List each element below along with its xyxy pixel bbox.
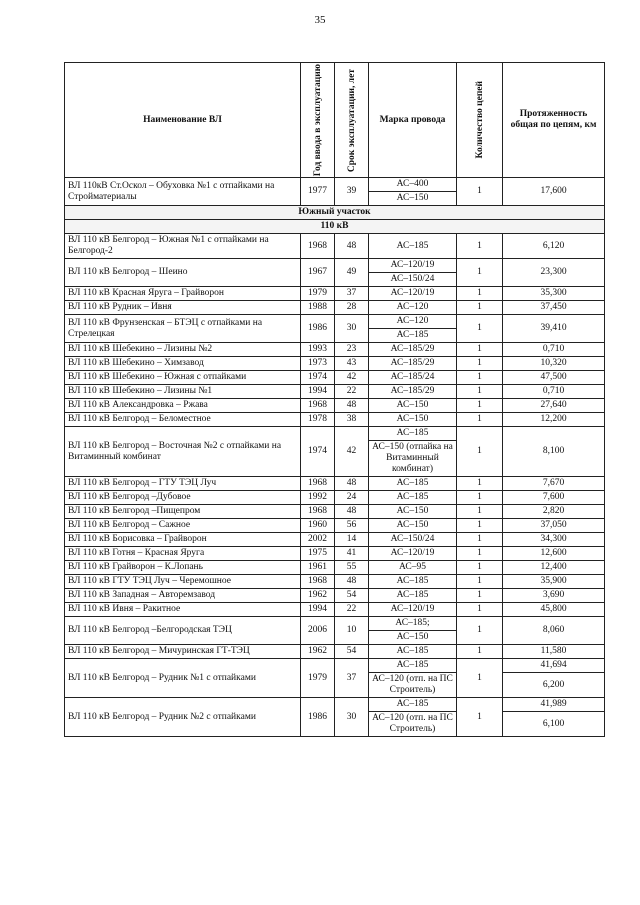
line-chains: 1 bbox=[457, 547, 503, 561]
line-year: 1979 bbox=[301, 287, 335, 301]
line-length: 41,989 bbox=[503, 698, 605, 712]
line-length: 35,900 bbox=[503, 575, 605, 589]
line-name: ВЛ 110 кВ Белгород – Рудник №1 с отпайками bbox=[65, 659, 301, 698]
line-length: 11,580 bbox=[503, 645, 605, 659]
table-body bbox=[65, 178, 605, 737]
line-term: 48 bbox=[335, 477, 369, 491]
line-chains: 1 bbox=[457, 659, 503, 698]
table-row bbox=[65, 589, 605, 603]
line-wire: АС–185 bbox=[369, 491, 457, 505]
line-term: 39 bbox=[335, 178, 369, 206]
line-name: ВЛ 110 кВ Александровка – Ржава bbox=[65, 399, 301, 413]
line-length: 23,300 bbox=[503, 259, 605, 287]
voltage-row bbox=[65, 220, 605, 234]
line-name: ВЛ 110 кВ Белгород – Беломестное bbox=[65, 413, 301, 427]
line-length: 6,200 bbox=[503, 673, 605, 698]
line-length: 34,300 bbox=[503, 533, 605, 547]
line-name: ВЛ 110 кВ Шебекино – Лизины №2 bbox=[65, 343, 301, 357]
line-chains: 1 bbox=[457, 491, 503, 505]
line-term: 48 bbox=[335, 399, 369, 413]
line-chains: 1 bbox=[457, 259, 503, 287]
line-name: ВЛ 110 кВ Белгород –Пищепром bbox=[65, 505, 301, 519]
line-term: 30 bbox=[335, 698, 369, 737]
line-length: 41,694 bbox=[503, 659, 605, 673]
line-wire: АС–150/24 bbox=[369, 273, 457, 287]
line-wire: АС–185/29 bbox=[369, 385, 457, 399]
line-wire: АС–185/24 bbox=[369, 371, 457, 385]
line-length: 17,600 bbox=[503, 178, 605, 206]
table-row bbox=[65, 561, 605, 575]
line-wire: АС–185 bbox=[369, 575, 457, 589]
table-row bbox=[65, 178, 605, 192]
line-length: 12,600 bbox=[503, 547, 605, 561]
line-chains: 1 bbox=[457, 617, 503, 645]
line-name: ВЛ 110 кВ Белгород –Белгородская ТЭЦ bbox=[65, 617, 301, 645]
line-year: 1975 bbox=[301, 547, 335, 561]
line-length: 6,100 bbox=[503, 712, 605, 737]
line-wire: АС–120/19 bbox=[369, 547, 457, 561]
line-chains: 1 bbox=[457, 399, 503, 413]
line-term: 41 bbox=[335, 547, 369, 561]
line-length: 8,060 bbox=[503, 617, 605, 645]
line-length: 8,100 bbox=[503, 427, 605, 477]
line-term: 38 bbox=[335, 413, 369, 427]
line-term: 37 bbox=[335, 287, 369, 301]
line-year: 1992 bbox=[301, 491, 335, 505]
line-name: ВЛ 110 кВ Белгород – Восточная №2 с отпайками на Витаминный комбинат bbox=[65, 427, 301, 477]
line-term: 10 bbox=[335, 617, 369, 645]
table-row bbox=[65, 533, 605, 547]
line-term: 48 bbox=[335, 505, 369, 519]
table-row bbox=[65, 659, 605, 673]
line-year: 1978 bbox=[301, 413, 335, 427]
line-term: 55 bbox=[335, 561, 369, 575]
line-chains: 1 bbox=[457, 371, 503, 385]
line-length: 7,600 bbox=[503, 491, 605, 505]
line-chains: 1 bbox=[457, 589, 503, 603]
line-wire: АС–150 bbox=[369, 631, 457, 645]
line-term: 48 bbox=[335, 575, 369, 589]
header-chains-text: Количество цепей bbox=[474, 81, 485, 159]
line-length: 10,320 bbox=[503, 357, 605, 371]
line-year: 1967 bbox=[301, 259, 335, 287]
line-chains: 1 bbox=[457, 413, 503, 427]
table-row bbox=[65, 519, 605, 533]
line-term: 24 bbox=[335, 491, 369, 505]
line-wire: АС–185 bbox=[369, 645, 457, 659]
header-year-text: Год ввода в эксплуатацию bbox=[312, 64, 323, 177]
line-length: 37,050 bbox=[503, 519, 605, 533]
header-year bbox=[301, 63, 335, 178]
line-wire: АС–120/19 bbox=[369, 603, 457, 617]
line-length: 0,710 bbox=[503, 385, 605, 399]
line-wire: АС–150 bbox=[369, 505, 457, 519]
line-year: 1961 bbox=[301, 561, 335, 575]
line-year: 1974 bbox=[301, 427, 335, 477]
line-year: 1968 bbox=[301, 477, 335, 491]
line-year: 1994 bbox=[301, 603, 335, 617]
line-year: 1960 bbox=[301, 519, 335, 533]
table-row bbox=[65, 371, 605, 385]
line-year: 1994 bbox=[301, 385, 335, 399]
line-chains: 1 bbox=[457, 427, 503, 477]
line-wire: АС–185; bbox=[369, 617, 457, 631]
table-row bbox=[65, 287, 605, 301]
header-length: Протяженность общая по цепям, км bbox=[503, 63, 605, 178]
line-name: ВЛ 110 кВ Белгород – Сажное bbox=[65, 519, 301, 533]
line-length: 2,820 bbox=[503, 505, 605, 519]
line-name: ВЛ 110 кВ Борисовка – Грайворон bbox=[65, 533, 301, 547]
line-chains: 1 bbox=[457, 178, 503, 206]
table-row bbox=[65, 547, 605, 561]
line-name: ВЛ 110 кВ Шебекино – Лизины №1 bbox=[65, 385, 301, 399]
line-wire: АС–120/19 bbox=[369, 287, 457, 301]
power-lines-table bbox=[64, 62, 605, 737]
line-name: ВЛ 110 кВ Белгород – Шеино bbox=[65, 259, 301, 287]
line-year: 2006 bbox=[301, 617, 335, 645]
line-term: 43 bbox=[335, 357, 369, 371]
line-term: 37 bbox=[335, 659, 369, 698]
line-chains: 1 bbox=[457, 505, 503, 519]
header-name: Наименование ВЛ bbox=[65, 63, 301, 178]
line-term: 42 bbox=[335, 427, 369, 477]
line-length: 45,800 bbox=[503, 603, 605, 617]
line-wire: АС–150 bbox=[369, 192, 457, 206]
table-row bbox=[65, 491, 605, 505]
line-wire: АС–150 bbox=[369, 519, 457, 533]
header-row bbox=[65, 63, 605, 178]
line-chains: 1 bbox=[457, 343, 503, 357]
header-term-text: Срок эксплуатации, лет bbox=[346, 68, 357, 172]
line-year: 1977 bbox=[301, 178, 335, 206]
line-chains: 1 bbox=[457, 477, 503, 491]
line-wire: АС–185 bbox=[369, 698, 457, 712]
line-year: 1973 bbox=[301, 357, 335, 371]
line-chains: 1 bbox=[457, 234, 503, 259]
header-term bbox=[335, 63, 369, 178]
line-year: 1979 bbox=[301, 659, 335, 698]
table-row bbox=[65, 617, 605, 631]
line-name: ВЛ 110 кВ ГТУ ТЭЦ Луч – Черемошное bbox=[65, 575, 301, 589]
table-row bbox=[65, 315, 605, 329]
line-length: 12,400 bbox=[503, 561, 605, 575]
line-term: 54 bbox=[335, 589, 369, 603]
line-chains: 1 bbox=[457, 603, 503, 617]
table-row bbox=[65, 234, 605, 259]
line-term: 22 bbox=[335, 603, 369, 617]
line-term: 54 bbox=[335, 645, 369, 659]
line-year: 1993 bbox=[301, 343, 335, 357]
line-year: 1986 bbox=[301, 315, 335, 343]
line-wire: АС–120/19 bbox=[369, 259, 457, 273]
line-term: 23 bbox=[335, 343, 369, 357]
line-wire: АС–120 bbox=[369, 301, 457, 315]
line-wire: АС–150 bbox=[369, 413, 457, 427]
line-wire: АС–185 bbox=[369, 427, 457, 441]
line-term: 49 bbox=[335, 259, 369, 287]
line-length: 37,450 bbox=[503, 301, 605, 315]
line-length: 12,200 bbox=[503, 413, 605, 427]
line-wire: АС–120 bbox=[369, 315, 457, 329]
table-row bbox=[65, 385, 605, 399]
line-name: ВЛ 110 кВ Ивня – Ракитное bbox=[65, 603, 301, 617]
line-name: ВЛ 110 кВ Готня – Красная Яруга bbox=[65, 547, 301, 561]
line-chains: 1 bbox=[457, 385, 503, 399]
line-year: 1968 bbox=[301, 234, 335, 259]
line-wire: АС–120 (отп. на ПС Строитель) bbox=[369, 712, 457, 737]
line-chains: 1 bbox=[457, 645, 503, 659]
line-year: 1962 bbox=[301, 589, 335, 603]
table-row bbox=[65, 399, 605, 413]
line-name: ВЛ 110 кВ Красная Яруга – Грайворон bbox=[65, 287, 301, 301]
line-chains: 1 bbox=[457, 561, 503, 575]
line-name: ВЛ 110 кВ Белгород – ГТУ ТЭЦ Луч bbox=[65, 477, 301, 491]
line-length: 39,410 bbox=[503, 315, 605, 343]
line-length: 3,690 bbox=[503, 589, 605, 603]
line-term: 28 bbox=[335, 301, 369, 315]
line-name: ВЛ 110 кВ Западная – Авторемзавод bbox=[65, 589, 301, 603]
line-term: 22 bbox=[335, 385, 369, 399]
line-wire: АС–185 bbox=[369, 329, 457, 343]
line-name: ВЛ 110 кВ Белгород – Рудник №2 с отпайками bbox=[65, 698, 301, 737]
table-row bbox=[65, 575, 605, 589]
line-chains: 1 bbox=[457, 533, 503, 547]
page-number: 35 bbox=[314, 14, 326, 26]
line-name: ВЛ 110 кВ Шебекино – Химзавод bbox=[65, 357, 301, 371]
line-wire: АС–185 bbox=[369, 589, 457, 603]
line-length: 47,500 bbox=[503, 371, 605, 385]
line-name: ВЛ 110 кВ Шебекино – Южная с отпайками bbox=[65, 371, 301, 385]
line-length: 0,710 bbox=[503, 343, 605, 357]
voltage-title: 110 кВ bbox=[65, 220, 605, 234]
line-chains: 1 bbox=[457, 357, 503, 371]
section-row bbox=[65, 206, 605, 220]
line-year: 1986 bbox=[301, 698, 335, 737]
table-row bbox=[65, 477, 605, 491]
line-wire: АС–150 (отпайка на Витаминный комбинат) bbox=[369, 441, 457, 477]
table-row bbox=[65, 645, 605, 659]
line-chains: 1 bbox=[457, 287, 503, 301]
line-wire: АС–400 bbox=[369, 178, 457, 192]
line-wire: АС–185/29 bbox=[369, 357, 457, 371]
line-name: ВЛ 110 кВ Белгород – Мичуринская ГТ-ТЭЦ bbox=[65, 645, 301, 659]
table-row bbox=[65, 343, 605, 357]
line-wire: АС–95 bbox=[369, 561, 457, 575]
table-row bbox=[65, 698, 605, 712]
line-wire: АС–120 (отп. на ПС Строитель) bbox=[369, 673, 457, 698]
table-row bbox=[65, 357, 605, 371]
line-year: 1968 bbox=[301, 505, 335, 519]
line-chains: 1 bbox=[457, 519, 503, 533]
line-wire: АС–150 bbox=[369, 399, 457, 413]
line-term: 56 bbox=[335, 519, 369, 533]
table-row bbox=[65, 603, 605, 617]
line-length: 6,120 bbox=[503, 234, 605, 259]
line-year: 1974 bbox=[301, 371, 335, 385]
line-wire: АС–185/29 bbox=[369, 343, 457, 357]
table-row bbox=[65, 505, 605, 519]
line-year: 2002 bbox=[301, 533, 335, 547]
table-row bbox=[65, 259, 605, 273]
line-chains: 1 bbox=[457, 315, 503, 343]
line-length: 35,300 bbox=[503, 287, 605, 301]
table-row bbox=[65, 427, 605, 441]
line-term: 42 bbox=[335, 371, 369, 385]
line-wire: АС–185 bbox=[369, 659, 457, 673]
line-year: 1962 bbox=[301, 645, 335, 659]
line-wire: АС–150/24 bbox=[369, 533, 457, 547]
line-name: ВЛ 110кВ Ст.Оскол – Обуховка №1 с отпайками на Стройматериалы bbox=[65, 178, 301, 206]
line-year: 1968 bbox=[301, 575, 335, 589]
line-year: 1988 bbox=[301, 301, 335, 315]
header-chains bbox=[457, 63, 503, 178]
line-length: 27,640 bbox=[503, 399, 605, 413]
line-year: 1968 bbox=[301, 399, 335, 413]
table-row bbox=[65, 301, 605, 315]
line-name: ВЛ 110 кВ Рудник – Ивня bbox=[65, 301, 301, 315]
line-length: 7,670 bbox=[503, 477, 605, 491]
line-term: 30 bbox=[335, 315, 369, 343]
line-name: ВЛ 110 кВ Фрунзенская – БТЭЦ с отпайками на Стрелецкая bbox=[65, 315, 301, 343]
line-term: 48 bbox=[335, 234, 369, 259]
line-chains: 1 bbox=[457, 698, 503, 737]
line-chains: 1 bbox=[457, 575, 503, 589]
line-name: ВЛ 110 кВ Грайворон – К.Лопань bbox=[65, 561, 301, 575]
section-title: Южный участок bbox=[65, 206, 605, 220]
line-chains: 1 bbox=[457, 301, 503, 315]
line-wire: АС–185 bbox=[369, 234, 457, 259]
header-wire: Марка провода bbox=[369, 63, 457, 178]
table-row bbox=[65, 413, 605, 427]
line-wire: АС–185 bbox=[369, 477, 457, 491]
line-term: 14 bbox=[335, 533, 369, 547]
line-name: ВЛ 110 кВ Белгород – Южная №1 с отпайками на Белгород-2 bbox=[65, 234, 301, 259]
line-name: ВЛ 110 кВ Белгород –Дубовое bbox=[65, 491, 301, 505]
